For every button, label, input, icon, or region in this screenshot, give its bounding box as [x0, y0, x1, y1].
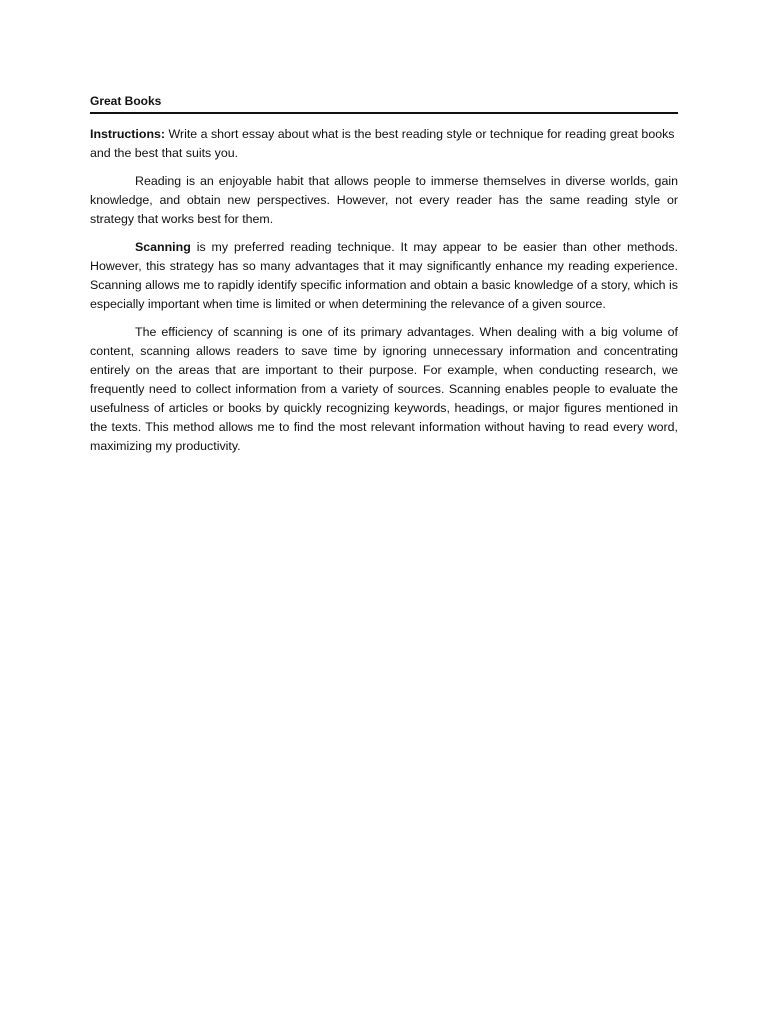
essay-paragraph-2-text: is my preferred reading technique. It may appear to be easier than other methods. However, this strategy has so many advantages that it may significantly enhance my reading experience. Scanning allows me to rapidly identify specific information and obtain a basic knowledge of a story, which is especially important when time is limited or when determining the relevance of a given source. — [90, 240, 678, 311]
scanning-term: Scanning — [135, 240, 191, 254]
document-heading: Great Books — [90, 92, 678, 114]
instructions-label: Instructions: — [90, 127, 166, 141]
essay-paragraph-3: The efficiency of scanning is one of its primary advantages. When dealing with a big volume of content, scanning allows readers to save time by ignoring unnecessary information and concentrating entirely on the areas that are important to their purpose. For example, when conducting research, we frequently need to collect information from a variety of sources. Scanning enables people to evaluate the usefulness of articles or books by quickly recognizing keywords, headings, or major figures mentioned in the texts. This method allows me to find the most relevant information without having to read every word, maximizing my productivity. — [90, 325, 678, 453]
essay-paragraph-1: Reading is an enjoyable habit that allows people to immerse themselves in diverse worlds, gain knowledge, and obtain new perspectives. However, not every reader has the same reading style or strategy that works best for them. — [90, 174, 678, 226]
instructions-text: Write a short essay about what is the best reading style or technique for reading great books and the best that suits you. — [90, 127, 675, 160]
essay-paragraph-2 — [90, 238, 678, 314]
document-page — [90, 92, 678, 456]
instructions-paragraph — [90, 125, 678, 163]
